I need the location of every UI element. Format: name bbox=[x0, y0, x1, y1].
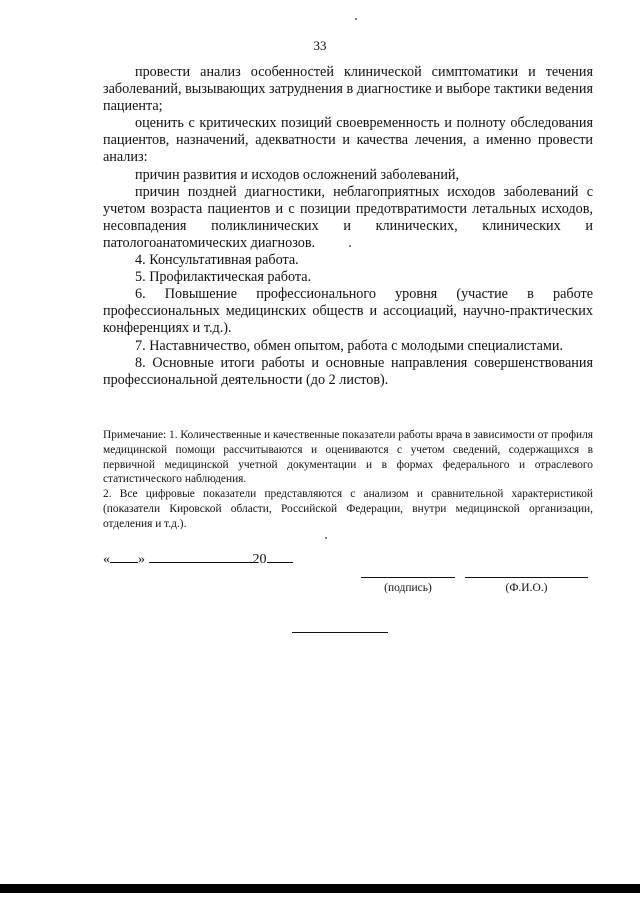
note-block bbox=[103, 428, 593, 532]
name-line bbox=[465, 577, 588, 578]
signature-label: (подпись) bbox=[384, 582, 432, 594]
name-label: (Ф.И.О.) bbox=[505, 582, 548, 594]
paragraph: причин развития и исходов осложнений заболеваний, bbox=[135, 166, 460, 183]
scan-edge-bar bbox=[0, 884, 640, 893]
month-blank bbox=[149, 548, 253, 563]
scan-speck bbox=[325, 537, 327, 539]
year-prefix: 20 bbox=[252, 552, 267, 567]
note-item: 2. Все цифровые показатели представляются с анализом и сравнительной характеристикой (показатели Кировской области, Российской Федерации, внутри медицинской организации, отделения и т.д.). bbox=[103, 488, 593, 530]
paragraph: причин поздней диагностики, неблагоприятных исходов заболеваний с учетом возраста пациентов и с позиции предотвратимости летальных исходов, несовпадения поликлинических и клинических, клинических и патологоанатомических диагнозов. bbox=[103, 183, 593, 251]
scan-speck bbox=[349, 245, 351, 247]
paragraph: провести анализ особенностей клинической симптоматики и течения заболеваний, вызывающих затруднения в диагностике и выборе тактики ведения пациента; bbox=[103, 64, 593, 115]
paragraph: 6. Повышение профессионального уровня (участие в работе профессиональных медицинских обществ и ассоциаций, научно-практических конференциях и т.д.). bbox=[103, 286, 593, 337]
open-quote: « bbox=[103, 552, 110, 567]
day-blank bbox=[110, 548, 138, 563]
close-quote: » bbox=[138, 552, 145, 567]
year-blank bbox=[267, 548, 293, 563]
paragraph: 7. Наставничество, обмен опытом, работа с молодыми специалистами. bbox=[135, 337, 564, 354]
date-line bbox=[103, 548, 293, 568]
page-number: 33 bbox=[313, 38, 327, 53]
paragraph: 4. Консультативная работа. bbox=[135, 252, 299, 269]
paragraph: 5. Профилактическая работа. bbox=[135, 269, 312, 286]
end-rule bbox=[292, 632, 388, 633]
paragraph: 8. Основные итоги работы и основные направления совершенствования профессиональной деятельности (до 2 листов). bbox=[103, 354, 593, 388]
document-body bbox=[103, 64, 593, 389]
scan-speck bbox=[355, 18, 357, 20]
note-item: Примечание: 1. Количественные и качественные показатели работы врача в зависимости от профиля медицинской помощи рассчитываются и оцениваются с учетом сведений, содержащихся в первичной медицинской учетной документации и в формах федерального и отраслевого статистического наблюдения. bbox=[103, 429, 593, 486]
signature-line bbox=[361, 577, 455, 578]
paragraph: оценить с критических позиций своевременность и полноту обследования пациентов, назначений, адекватности и качества лечения, а именно провести анализ: bbox=[103, 115, 593, 166]
